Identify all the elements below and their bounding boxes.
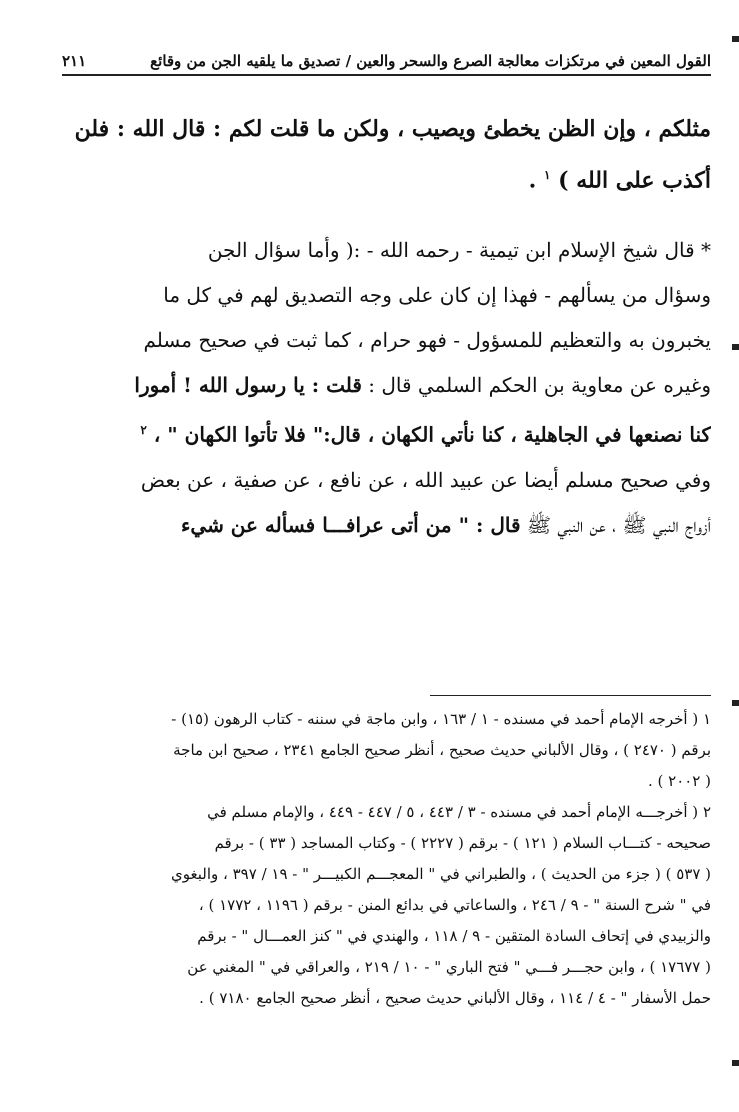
hadith-quote: كنا نصنعها في الجاهلية ، كنا نأتي الكهان ، قال:" فلا تأتوا الكهان " ، (153, 422, 711, 447)
footnote-line: ٢ ( أخرجـــه الإمام أحمد في مسنده - ٣ / ٤٤٣ ، ٥ / ٤٤٧ - ٤٤٩ ، والإمام مسلم في (207, 803, 711, 821)
hadith-quote: قلت : يا رسول الله ! أمورا (134, 373, 362, 397)
margin-mark (732, 36, 739, 42)
paragraph-line (62, 363, 711, 408)
footnote-line: برقم ( ٢٤٧٠ ) ، وقال الألباني حديث صحيح ، أنظر صحيح الجامع ٢٣٤١ ، صحيح ابن ماجة (173, 741, 711, 759)
hadith-quote: قال : " من أتى عرافـــا فسأله عن شيء (181, 512, 521, 537)
footnote-separator (430, 695, 711, 696)
footnote-line: صحيحه - كتـــاب السلام ( ١٢١ ) - برقم ( ٢٢٢٧ ) - وكتاب المساجد ( ٣٣ ) - برقم (214, 834, 711, 852)
margin-mark (732, 1060, 739, 1066)
footnotes (62, 704, 711, 1014)
intro-line: مثلكم ، وإن الظن يخطئ ويصيب ، ولكن ما قلت لكم : قال الله : فلن (74, 116, 711, 142)
paragraph-line (62, 503, 711, 548)
footnote-line: حمل الأسفار " - ٤ / ١١٤ ، وقال الألباني حديث صحيح ، أنظر صحيح الجامع ٧١٨٠ ) . (199, 989, 711, 1007)
paragraph-line: وفي صحيح مسلم أيضا عن عبيد الله ، عن نافع ، عن صفية ، عن بعض (140, 467, 711, 492)
footnote-line: ( ١٧٦٧٧ ) ، وابن حجـــر فـــي " فتح الباري " - ١٠ / ٢١٩ ، والعراقي في " المغني عن (187, 958, 711, 976)
footnote-line: ١ ( أخرجه الإمام أحمد في مسنده - ١ / ١٦٣ ، وابن ماجة في سننه - كتاب الرهون (١٥) - (171, 710, 711, 728)
page-number: ٢١١ (62, 52, 87, 70)
paragraph-line (62, 408, 711, 458)
footnote-line: والزبيدي في إتحاف السادة المتقين - ٩ / ١١٨ ، والهندي في " كنز العمـــال " - برقم (197, 927, 711, 945)
footnote-line: في " شرح السنة " - ٩ / ٢٤٦ ، والساعاتي في بدائع المنن - برقم ( ١١٩٦ ، ١٧٧٢ ) ، (198, 896, 711, 914)
main-paragraph (62, 228, 711, 548)
paragraph-line-text: أزواج النبي ﷺ ، عن النبي ﷺ (526, 512, 711, 537)
margin-mark (732, 344, 739, 350)
intro-line: أكذب على الله ) $^١$ . (528, 167, 711, 194)
footnote-ref: ١ (544, 168, 551, 182)
header-rule (62, 74, 711, 76)
paragraph-line-text: وغيره عن معاوية بن الحكم السلمي قال : (368, 373, 711, 397)
header-title: القول المعين في مرتكزات معالجة الصرع والسحر والعين / تصديق ما يلقيه الجن من وقائع (150, 52, 711, 70)
intro-text (62, 106, 711, 203)
margin-mark (732, 700, 739, 706)
footnote-line: ( ٥٣٧ ) ( جزء من الحديث ) ، والطبراني في " المعجـــم الكبيـــر " - ١٩ / ٣٩٧ ، والبغوي (171, 865, 711, 883)
paragraph-line: يخبرون به والتعظيم للمسؤول - فهو حرام ، كما ثبت في صحيح مسلم (143, 328, 711, 352)
footnote-line: ( ٢٠٠٢ ) . (647, 772, 711, 790)
paragraph-line: وسؤال من يسألهم - فهذا إن كان على وجه التصديق لهم في كل ما (163, 283, 711, 307)
running-header (62, 36, 711, 70)
intro-line-text: أكذب على الله ) (558, 167, 711, 194)
paragraph-line: * قال شيخ الإسلام ابن تيمية - رحمه الله - :( وأما سؤال الجن (207, 238, 711, 262)
footnote-ref: ٢ (140, 423, 147, 437)
